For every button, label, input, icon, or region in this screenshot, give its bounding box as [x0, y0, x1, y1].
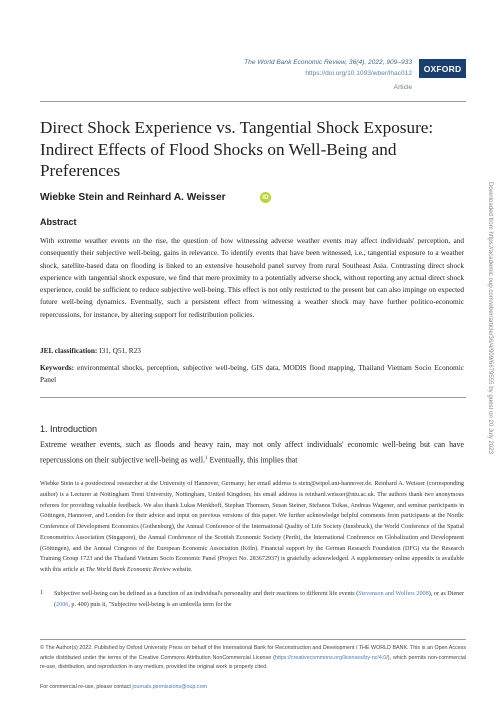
- footnote-number: 1: [40, 589, 44, 596]
- section-heading: 1. Introduction: [40, 424, 98, 434]
- license-link[interactable]: https://creativecommons.org/licenses/by-nc/4.0/: [274, 654, 388, 661]
- keywords: [40, 362, 464, 387]
- permissions-line: [40, 683, 466, 693]
- journal-name: The World Bank Economic Review: [85, 567, 171, 573]
- copyright-notice: [40, 644, 466, 673]
- permissions-text: For commercial re-use, please contact: [40, 684, 133, 690]
- footnote-part-b: ), or as Diener (: [54, 591, 465, 608]
- footnote-text: [54, 589, 464, 611]
- copyright-text: © The Author(s) 2022. Published by Oxford University Press on behalf of the International Bank for Reconstruction and Development / THE WORLD BANK. This is an Open Access article distributed under the terms of the Creative Commons Attribution NonCommercial License (: [40, 645, 466, 661]
- abstract-heading: Abstract: [40, 217, 77, 227]
- footnote-part-c: , p. 400) puts it, "Subjective well-being is an umbrella term for the: [68, 601, 232, 608]
- author-list: Wiebke Stein and Reinhard A. Weisser: [40, 192, 226, 203]
- author-note-text: Wiebke Stein is a postdoctoral researcher at the University of Hannover, Germany; her email address is stein@wipol.uni-hannover.de. Reinhard A. Weisser (corresponding author) is a Lecturer at Nottingham Trent University, Nottingham, United Kingdom; his email address is reinhard.weisser@ntu.ac.uk. The authors thank two anonymous referees for providing valuable feedback. We also thank Lukas Menkhoff, Stephan Thomsen, Susan Steiner, Stefanos Tsikas, Andreas Wagener, and seminar participants in Göttingen, Hannover, and London for their advice and input on previous versions of this paper. We further acknowledge helpful comments from participants at the Nordic Conference of Development Economics (Gothenburg), the Annual Conference of the International Quality of Life Society (Innsbruck), the World Conference of the Spatial Econometrics Association (Singapore), the Annual Conference of the Scottish Economic Society (Perth), the International Conference on Globalization and Development (Göttingen), and the Annual Congress of the European Economic Association (Köln). Financial support by the German Research Foundation (DFG) via the Research Training Group 1723 and the Thailand Vietnam Socio Economic Panel (Project No. 283672937) is gratefully acknowledged. A supplementary online appendix is available with this article at: [40, 481, 464, 573]
- keywords-label: Keywords:: [40, 363, 75, 372]
- permissions-email[interactable]: journals.permissions@oup.com: [132, 684, 208, 690]
- jel-codes: I31, Q51, R23: [97, 346, 141, 355]
- footnote-ref[interactable]: 1: [205, 455, 208, 461]
- download-watermark: Downloaded from https://academic.oup.com/wber/article/36/4/909/6679555 by guest on 20 July 2023: [487, 182, 494, 455]
- section-rule: [40, 397, 466, 398]
- orcid-icon[interactable]: iD: [260, 192, 271, 203]
- author-note: [40, 479, 464, 576]
- header-rule: [40, 101, 466, 102]
- copyright-text-end: ), which permits non-commercial re-use, distribution, and reproduction in any medium, provided the original work is properly cited.: [40, 654, 466, 671]
- intro-paragraph: [40, 438, 464, 467]
- jel-classification: [40, 345, 464, 357]
- doi-link[interactable]: https://doi.org/10.1093/wber/lhac012: [305, 70, 412, 77]
- paper-title: Direct Shock Experience vs. Tangential Shock Exposure: Indirect Effects of Flood Shocks on Well-Being and Preferences: [40, 118, 434, 180]
- footer-rule: [40, 639, 466, 640]
- citation-link[interactable]: Stevenson and Wolfers 2008: [358, 591, 429, 597]
- jel-label: JEL classification:: [40, 346, 98, 355]
- journal-citation: The World Bank Economic Review, 36(4), 2022, 909–933: [244, 59, 412, 66]
- intro-text: Extreme weather events, such as floods and heavy rain, may not only affect individuals' economic well-being but can have repercussions on their subjective well-being as well.: [40, 440, 464, 465]
- author-note-end: website.: [170, 567, 193, 573]
- article-type: Article: [393, 84, 412, 91]
- citation-link[interactable]: 2006: [56, 601, 69, 608]
- abstract-text: With extreme weather events on the rise, the question of how witnessing adverse weather events may affect individuals' perception, and consequently their subjective well-being, gains in relevance. To identify events that have been witnessed, i.e., tangential exposure to a weather shock, satellite-based data on flooding is linked to an extensive household panel survey from rural Southeast Asia. Contrasting direct shock experience with tangential shock exposure, we find that mere proximity to a potentially adverse shock, without reporting any actual direct shock experience, could be sufficient to reduce subjective well-being. This effect is not only restricted to the present but can also impinge on expected future well-being dynamics. Eventually, such a persistent effect from witnessing a weather shock may have further politico-economic repercussions, for instance, by altering support for redistribution policies.: [40, 236, 464, 319]
- keywords-list: environmental shocks, perception, subjective well-being, GIS data, MODIS flood mapping, Thailand Vietnam Socio Economic Panel: [40, 363, 464, 385]
- footnote-part-a: Subjective well-being can be defined as a function of an individual's personality and their reactions to different life events (: [54, 591, 359, 597]
- oxford-logo: OXFORD: [419, 59, 466, 78]
- intro-text-tail: Eventually, this implies that: [207, 455, 298, 465]
